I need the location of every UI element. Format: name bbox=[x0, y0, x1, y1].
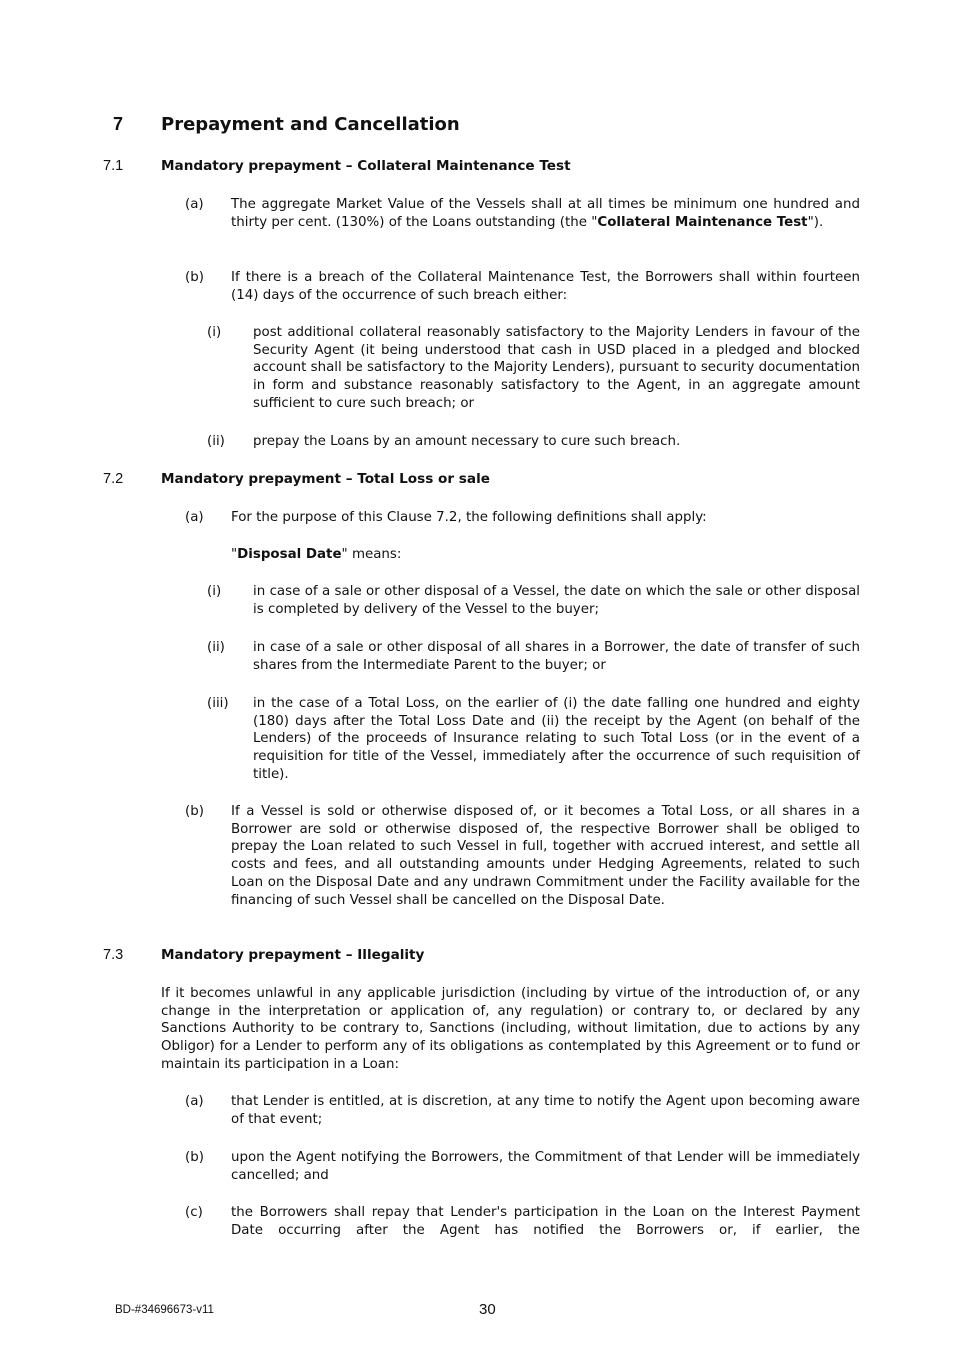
item-text: the Borrowers shall repay that Lender's participation in the Loan on the Interest Payment Date occurring after the Agent has notified the Borrowers or, if earlier, the bbox=[231, 1205, 860, 1238]
item-label: (b) bbox=[185, 270, 204, 285]
subitem-text: in case of a sale or other disposal of a Vessel, the date on which the sale or other disposal is completed by delivery of the Vessel to the buyer; bbox=[253, 584, 860, 617]
item-text: For the purpose of this Clause 7.2, the following definitions shall apply: bbox=[231, 510, 707, 525]
item-label: (b) bbox=[185, 1150, 204, 1165]
item-text: If there is a breach of the Collateral Maintenance Test, the Borrowers shall within fourteen (14) days of the occurrence of such breach either: bbox=[231, 270, 860, 303]
item-text: upon the Agent notifying the Borrowers, the Commitment of that Lender will be immediately cancelled; and bbox=[231, 1150, 860, 1183]
item-label: (b) bbox=[185, 804, 204, 819]
clause-number: 7.3 bbox=[103, 947, 124, 963]
clause-heading: Mandatory prepayment – Illegality bbox=[161, 947, 425, 963]
clause-intro: If it becomes unlawful in any applicable jurisdiction (including by virtue of the introduction of, or any change in the interpretation or application of, any regulation) or contrary to, or declared by any Sanctions Authority to be contrary to, Sanctions (including, without limitation, due to actions by any Obligor) for a Lender to perform any of its obligations as contemplated by this Agreement or to fund or maintain its participation in a Loan: bbox=[161, 986, 860, 1072]
text: " means: bbox=[341, 547, 402, 562]
chapter-number: 7 bbox=[113, 114, 124, 134]
subitem-label: (ii) bbox=[207, 640, 225, 655]
document-id: BD-#34696673-v11 bbox=[115, 1304, 214, 1316]
subitem-label: (i) bbox=[207, 325, 222, 340]
subitem-text: in the case of a Total Loss, on the earlier of (i) the date falling one hundred and eighty (180) days after the Total Loss Date and (ii) the receipt by the Agent (on behalf of the Lenders) of the proceeds of Insurance relating to such Total Loss (or in the event of a requisition for title of the Vessel, immediately after the occurrence of such requisition of title). bbox=[253, 696, 860, 782]
item-text: that Lender is entitled, at is discretion, at any time to notify the Agent upon becoming aware of that event; bbox=[231, 1094, 860, 1127]
page-number: 30 bbox=[479, 1301, 496, 1318]
item-label: (a) bbox=[185, 1094, 204, 1109]
clause-heading: Mandatory prepayment – Collateral Maintenance Test bbox=[161, 158, 571, 174]
item-label: (a) bbox=[185, 510, 204, 525]
subitem-text: in case of a sale or other disposal of all shares in a Borrower, the date of transfer of such shares from the Intermediate Parent to the buyer; or bbox=[253, 640, 860, 673]
defined-term: Collateral Maintenance Test bbox=[597, 214, 808, 230]
text: " bbox=[231, 547, 238, 562]
chapter-title: Prepayment and Cancellation bbox=[161, 114, 460, 135]
item-text: If a Vessel is sold or otherwise disposed of, or it becomes a Total Loss, or all shares in a Borrower are sold or otherwise disposed of, the respective Borrower shall be obliged to prepay the Loan related to such Vessel in full, together with accrued interest, and settle all costs and fees, and all outstanding amounts under Hedging Agreements, related to such Loan on the Disposal Date and any undrawn Commitment under the Facility available for the financing of such Vessel shall be cancelled on the Disposal Date. bbox=[231, 804, 860, 908]
clause-number: 7.2 bbox=[103, 471, 124, 487]
item-text bbox=[231, 196, 860, 231]
subitem-label: (ii) bbox=[207, 434, 225, 449]
text: "). bbox=[807, 214, 824, 230]
defined-term: Disposal Date bbox=[237, 547, 342, 562]
item-label: (a) bbox=[185, 197, 204, 212]
clause-number: 7.1 bbox=[103, 158, 124, 174]
subitem-text: prepay the Loans by an amount necessary to cure such breach. bbox=[253, 434, 681, 449]
clause-heading: Mandatory prepayment – Total Loss or sale bbox=[161, 471, 490, 487]
item-label: (c) bbox=[185, 1205, 203, 1220]
text: The aggregate Market Value of the Vessels shall at all times be minimum one hundred and thirty per cent. (130%) of the Loans outstanding (the " bbox=[231, 197, 860, 230]
definition bbox=[231, 546, 860, 564]
subitem-label: (i) bbox=[207, 584, 222, 599]
subitem-label: (iii) bbox=[207, 696, 229, 711]
subitem-text: post additional collateral reasonably satisfactory to the Majority Lenders in favour of the Security Agent (it being understood that cash in USD placed in a pledged and blocked account shall be satisfactory to the Majority Lenders), pursuant to security documentation in form and substance reasonably satisfactory to the Agent, in an aggregate amount sufficient to cure such breach; or bbox=[253, 325, 860, 411]
